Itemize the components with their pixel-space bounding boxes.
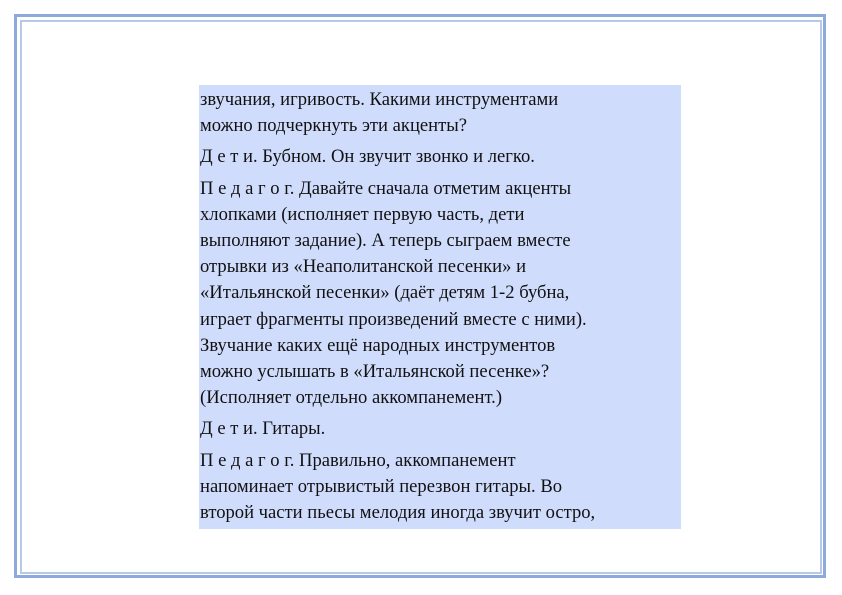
paragraph-text: Давайте сначала отметим акценты хлопками (исполняет первую часть, дети выполняют задание). А теперь сыграем вместе отрывки из «Неаполитанской песенки» и «Итальянской песенки» (даёт детям 1-2 бубна, играет фрагменты произведений вместе с ними). Звучание каких ещё народных инструментов можно услышать в «Итальянской песенке»? (Исполняет отдельно аккомпанемент.): [200, 177, 587, 409]
paragraph: [200, 87, 679, 139]
paragraph: [200, 448, 679, 527]
paragraph-text: Бубном. Он звучит звонко и легко.: [257, 146, 535, 168]
speaker-label: П е д а г о г.: [200, 449, 295, 471]
text-block: [199, 85, 681, 529]
paragraph-text: Гитары.: [257, 418, 326, 440]
paragraph: [200, 144, 679, 170]
paragraph: [200, 176, 679, 412]
speaker-label: П е д а г о г.: [200, 177, 295, 199]
speaker-label: Д е т и.: [200, 418, 258, 440]
paragraph-text: Правильно, аккомпанемент напоминает отрывистый перезвон гитары. Во второй части пьесы мелодия иногда звучит остро,: [200, 449, 596, 524]
paragraph: [200, 416, 679, 442]
paragraph-text: звучания, игривость. Какими инструментами можно подчеркнуть эти акценты?: [200, 89, 559, 137]
speaker-label: Д е т и.: [200, 146, 258, 168]
